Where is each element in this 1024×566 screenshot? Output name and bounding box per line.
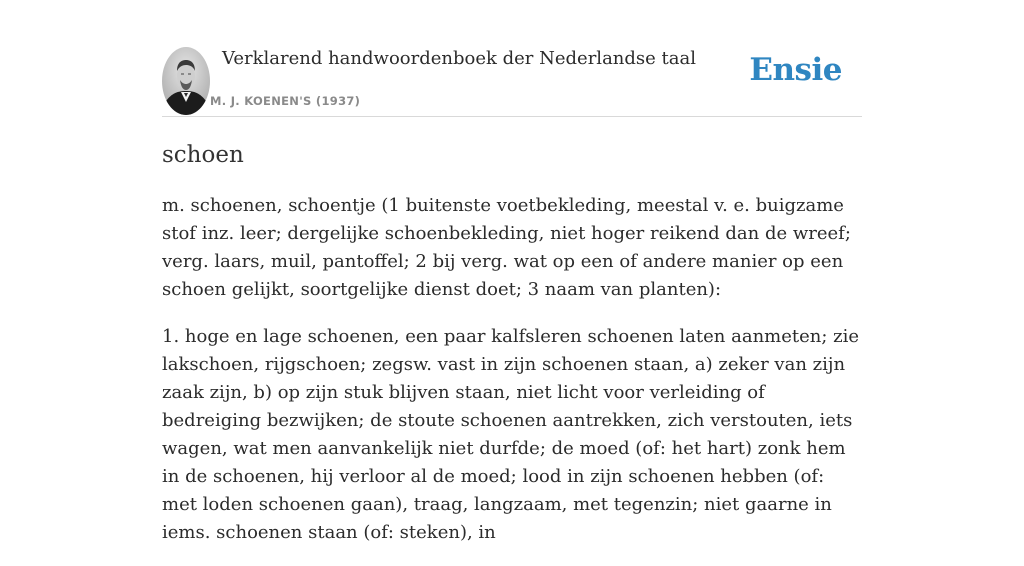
ensie-logo-link[interactable]: Ensie	[749, 52, 842, 88]
entry-paragraph: 1. hoge en lage schoenen, een paar kalfsleren schoenen laten aanmeten; zie lakschoen, rijgschoen; zegsw. vast in zijn schoenen staan, a) zeker van zijn zaak zijn, b) op zijn stuk blijven staan, niet licht voor verleiding of bedreiging bezwijken; de stoute schoenen aantrekken, zich verstouten, iets wagen, wat men aanvankelijk niet durfde; de moed (of: het hart) zonk hem in de schoenen, hij verloor al de moed; lood in zijn schoenen hebben (of: met loden schoenen gaan), traag, langzaam, met tegenzin; niet gaarne in iems. schoenen staan (of: steken), in	[162, 326, 860, 543]
book-title: Verklarend handwoordenboek der Nederlandse taal	[222, 48, 696, 69]
entry-paragraph: m. schoenen, schoentje (1 buitenste voetbekleding, meestal v. e. buigzame stof inz. leer; dergelijke schoenbekleding, niet hoger reikend dan de wreef; verg. laars, muil, pantoffel; 2 bij verg. wat op een of andere manier op een schoen gelijkt, soortgelijke dienst doet; 3 naam van planten):	[162, 195, 851, 300]
book-author-year: M. J. KOENEN'S (1937)	[210, 94, 361, 108]
entry-body	[162, 192, 862, 566]
entry-title: schoen	[162, 142, 244, 168]
site-header	[162, 46, 862, 117]
author-portrait-icon	[162, 47, 210, 115]
